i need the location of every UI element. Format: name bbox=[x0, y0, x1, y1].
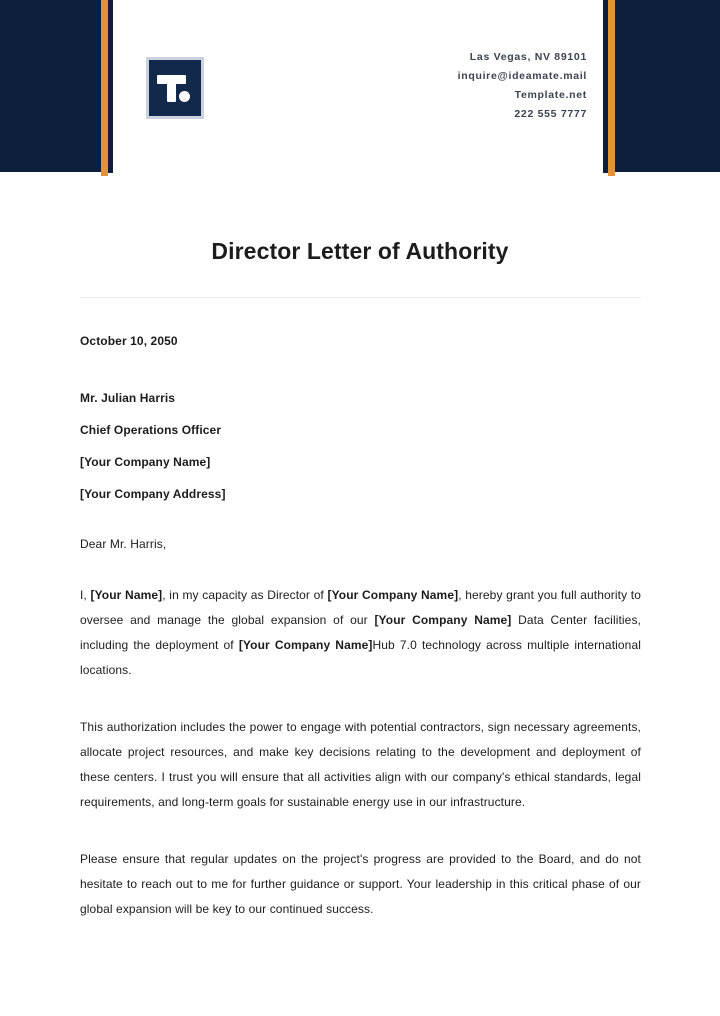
salutation: Dear Mr. Harris, bbox=[80, 537, 167, 551]
header-band-left-orange-stripe bbox=[101, 0, 108, 176]
contact-email: inquire@ideamate.mail bbox=[457, 70, 587, 82]
logo-glyph bbox=[157, 71, 193, 105]
paragraph-authority-grant bbox=[80, 583, 641, 683]
recipient-title: Chief Operations Officer bbox=[80, 423, 222, 437]
letter-body bbox=[80, 334, 641, 922]
paragraph-text-run: This authorization includes the power to engage with potential contractors, sign necessary agreements, allocate project resources, and make key decisions relating to the development and deployment of these centers. I trust you will ensure that all activities align with our company's ethical standards, legal requirements, and long-term goals for sustainable energy use in our infrastructure. bbox=[80, 720, 641, 809]
logo-period-dot bbox=[179, 91, 190, 102]
paragraph-list bbox=[80, 583, 641, 922]
letter-date: October 10, 2050 bbox=[80, 334, 178, 348]
header-band-left-navy bbox=[0, 0, 101, 172]
paragraph-text-run: , in my capacity as Director of bbox=[162, 588, 328, 602]
placeholder-token: [Your Company Name] bbox=[238, 638, 373, 652]
logo-t-stem bbox=[167, 75, 176, 102]
paragraph-text-run: , hereby grant you full authority to oversee and manage the global expansion of our bbox=[80, 588, 642, 627]
paragraph-text-run: I, bbox=[80, 588, 91, 602]
paragraph-authorization-scope bbox=[80, 715, 641, 815]
contact-website: Template.net bbox=[514, 89, 587, 101]
recipient-company: [Your Company Name] bbox=[80, 455, 211, 469]
letterhead bbox=[0, 0, 720, 175]
page-title: Director Letter of Authority bbox=[211, 238, 509, 264]
header-band-left-navy-thin bbox=[108, 0, 113, 173]
paragraph-text-run: Hub 7.0 technology across multiple international locations. bbox=[80, 638, 641, 677]
recipient-name: Mr. Julian Harris bbox=[80, 391, 176, 405]
placeholder-token: [Your Name] bbox=[90, 588, 163, 602]
letter-t-logo-icon bbox=[146, 57, 204, 119]
title-divider bbox=[80, 297, 641, 298]
header-band-right-navy bbox=[615, 0, 720, 172]
recipient-address: [Your Company Address] bbox=[80, 487, 226, 501]
recipient-block bbox=[80, 391, 641, 501]
paragraph-reporting-request bbox=[80, 847, 641, 922]
paragraph-text-run: Data Center facilities, including the deployment of bbox=[80, 613, 641, 652]
contact-phone: 222 555 7777 bbox=[514, 108, 587, 120]
placeholder-token: [Your Company Name] bbox=[374, 613, 512, 627]
placeholder-token: [Your Company Name] bbox=[327, 588, 459, 602]
contact-block bbox=[458, 48, 587, 124]
contact-address: Las Vegas, NV 89101 bbox=[469, 51, 587, 63]
header-band-right-orange-stripe bbox=[608, 0, 615, 176]
paragraph-text-run: Please ensure that regular updates on the project's progress are provided to the Board, and do not hesitate to reach out to me for further guidance or support. Your leadership in this critical phase of our global expansion will be key to our continued success. bbox=[80, 852, 641, 916]
